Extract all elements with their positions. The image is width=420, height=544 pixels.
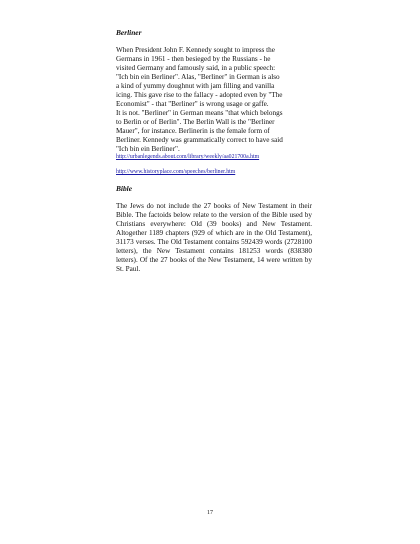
text-line: "Ich bin ein Berliner".	[116, 145, 180, 153]
section-heading-bible: Bible	[116, 184, 133, 193]
spacer	[116, 176, 312, 184]
text-line: icing. This gave rise to the fallacy - adopted even by "The	[116, 91, 283, 99]
link-historyplace[interactable]: http://www.historyplace.com/speeches/berliner.htm	[116, 169, 236, 175]
text-line: Berliner. Kennedy was grammatically correct to have said	[116, 136, 283, 144]
text-line: a kind of yummy doughnut with jam filling and vanilla	[116, 82, 275, 90]
text-line: to Berlin or of Berlin". The Berlin Wall is the "Berliner	[116, 118, 275, 126]
berliner-paragraph	[116, 46, 312, 154]
text-line: When President John F. Kennedy sought to impress the	[116, 46, 275, 54]
link-urbanlegends[interactable]: http://urbanlegends.about.com/library/weekly/aa021700a.htm	[116, 154, 260, 160]
text-line: It is not. "Berliner" in German means "that which belongs	[116, 109, 283, 117]
text-line: "Ich bin ein Berliner". Alas, "Berliner" in German is also	[116, 73, 280, 81]
section-heading-berliner: Berliner	[116, 28, 142, 37]
text-line: Economist" - that "Berliner" is wrong usage or gaffe.	[116, 100, 269, 108]
text-line: Mauer", for instance. Berlinerin is the female form of	[116, 127, 270, 135]
bible-paragraph: The Jews do not include the 27 books of New Testament in their Bible. The factoids below relate to the version of the Bible used by Christians everywhere: Old (39 books) and New Testament. Altogether 1189 chapters (929 of which are in the Old Testament), 31173 verses. The Old Testament contains 592439 words (2728100 letters), the New Testament contains 181253 words (838380 letters). Of the 27 books of the New Testament, 14 were written by St. Paul.	[116, 202, 312, 273]
page-number: 17	[207, 510, 213, 516]
text-line: visited Germany and famously said, in a public speech:	[116, 64, 276, 72]
page-content	[116, 28, 312, 274]
text-line: Germans in 1961 - then besieged by the Russians - he	[116, 55, 271, 63]
spacer	[116, 161, 312, 169]
